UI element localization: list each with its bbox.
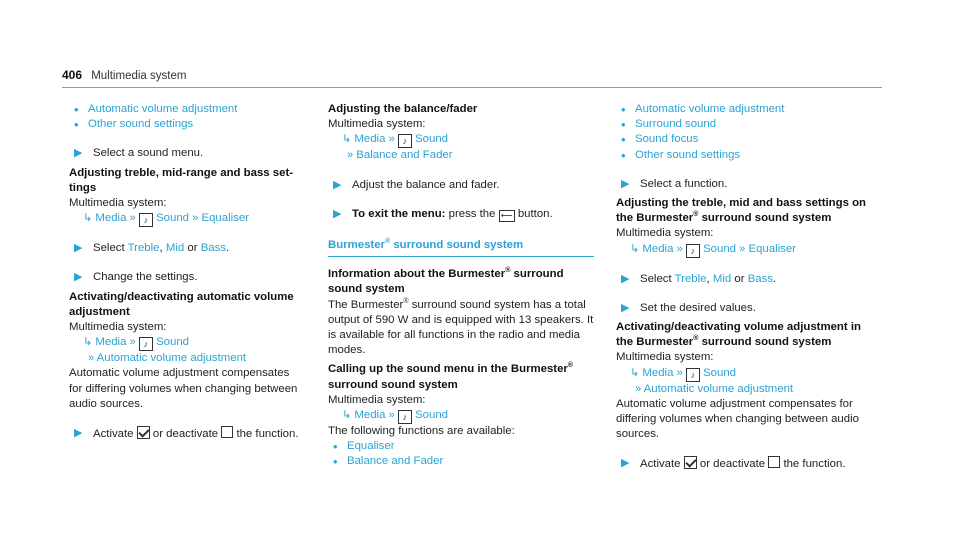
following-text: The following functions are available: (328, 425, 515, 438)
music-note-icon: ♪ (686, 368, 700, 382)
menu-path (616, 242, 876, 258)
link-surround-sound[interactable]: Surround sound (635, 118, 717, 131)
multimedia-label: Multimedia system: (328, 118, 426, 131)
heading-balance: Adjusting the balance/fader (328, 103, 478, 115)
path-next-icon: » (129, 336, 136, 349)
column-1 (69, 102, 305, 442)
bullet-icon: • (333, 439, 338, 455)
step-text: Activate (640, 458, 681, 471)
step-text: Adjust the balance and fader. (352, 178, 500, 191)
heading-text: surround sound system (701, 212, 832, 225)
or-text: or (734, 272, 745, 285)
header-divider (62, 87, 882, 88)
list-item (328, 439, 594, 454)
path-sound[interactable]: Sound (703, 242, 736, 255)
multimedia-label: Multimedia system: (69, 197, 167, 210)
or-text: or (187, 242, 198, 255)
info-text: The Burmester (328, 298, 404, 311)
path-sound[interactable]: Sound (703, 366, 736, 379)
section-divider (328, 256, 594, 257)
page-title: Multimedia system (91, 70, 187, 82)
step-arrow-icon: ▶ (333, 178, 342, 191)
link-sound-focus[interactable]: Sound focus (635, 133, 699, 146)
heading-text: Information about the Burmester (328, 268, 506, 281)
step (69, 146, 305, 161)
back-button-icon[interactable]: ⟵ (499, 210, 515, 222)
checkbox-empty-icon[interactable] (768, 456, 780, 468)
section-title-text: surround sound system (393, 239, 524, 252)
menu-path (616, 366, 876, 382)
step-text: or deactivate (699, 458, 766, 471)
heading-text: surround sound system (328, 268, 564, 296)
page-header (62, 68, 882, 86)
step-arrow-icon: ▶ (621, 272, 630, 285)
step-arrow-icon: ▶ (621, 177, 630, 190)
step: ▶ Select Treble, Mid or Bass. (616, 272, 876, 287)
path-auto-volume[interactable]: Automatic volume adjustment (643, 382, 794, 395)
bullet-icon: • (621, 117, 626, 133)
bullet-icon: • (74, 117, 79, 133)
step-text: Change the settings. (93, 271, 198, 284)
reg-mark: ® (505, 267, 511, 275)
reg-mark: ® (384, 238, 391, 246)
option-bass[interactable]: Bass (747, 272, 774, 285)
path-start-icon: ↳ (630, 366, 640, 379)
reg-mark: ® (693, 211, 699, 219)
step (328, 207, 594, 222)
path-next-icon: » (676, 366, 683, 379)
exit-label: To exit the menu: (352, 207, 446, 220)
column-2 (328, 102, 594, 470)
heading-auto-volume: Activating/deactivating automatic volume adjustment (69, 290, 294, 318)
list-item (69, 117, 305, 132)
heading-adjust (616, 196, 876, 226)
step-text: the function. (236, 428, 299, 441)
menu-path (328, 408, 594, 424)
bullet-icon: • (333, 454, 338, 470)
section-title-text: Burmester (328, 239, 385, 252)
menu-path (328, 148, 594, 163)
heading-text: Adjusting the treble, mid and bass settings on the Burmester (616, 197, 866, 225)
column-3 (616, 102, 876, 473)
multimedia-label: Multimedia system: (616, 351, 714, 364)
heading-text: Activating/deactivating volume adjustment in the Burmester (616, 321, 861, 349)
heading-text: surround sound system (328, 378, 458, 391)
link-other-sound[interactable]: Other sound settings (635, 148, 741, 161)
step-arrow-icon: ▶ (621, 457, 630, 470)
reg-mark: ® (693, 335, 699, 343)
menu-path (616, 382, 876, 397)
checkbox-checked-icon[interactable] (137, 426, 150, 439)
heading-info (328, 267, 594, 297)
step-text: Select (93, 242, 125, 255)
step: ▶ Select Treble, Mid or Bass. (69, 241, 305, 256)
list-item (616, 132, 876, 147)
path-equaliser[interactable]: Equaliser (748, 242, 796, 255)
step (69, 270, 305, 285)
link-auto-volume[interactable]: Automatic volume adjustment (635, 103, 785, 115)
option-treble[interactable]: Treble (674, 272, 707, 285)
page-number: 406 (62, 68, 83, 82)
step-text: press the (448, 207, 496, 220)
music-note-icon: ♪ (398, 410, 412, 424)
step (616, 177, 876, 192)
heading-calling (328, 362, 594, 392)
step-text: Select (640, 272, 672, 285)
step-text: Select a function. (640, 177, 728, 190)
path-next-icon: » (635, 382, 642, 395)
path-auto-volume[interactable]: Automatic volume adjustment (96, 352, 247, 365)
path-balance-fader[interactable]: Balance and Fader (356, 149, 453, 162)
reg-mark: ® (403, 297, 409, 305)
multimedia-label: Multimedia system: (69, 321, 167, 334)
menu-path (69, 351, 305, 366)
path-media[interactable]: Media (354, 409, 386, 422)
path-next-icon: » (88, 352, 95, 365)
step-text: or deactivate (152, 428, 219, 441)
path-media[interactable]: Media (95, 336, 127, 349)
path-next-icon: » (347, 149, 354, 162)
description: Automatic volume adjustment compensates for differing volumes when changing between audio sources. (69, 367, 298, 410)
list-item (616, 148, 876, 163)
path-start-icon: ↳ (342, 133, 352, 146)
path-start-icon: ↳ (83, 336, 93, 349)
section-title (328, 238, 594, 253)
reg-mark: ® (567, 362, 574, 370)
option-mid[interactable]: Mid (712, 272, 732, 285)
path-start-icon: ↳ (342, 409, 352, 422)
link-balance-fader[interactable]: Balance and Fader (347, 455, 444, 468)
step-text: Set the desired values. (640, 301, 756, 314)
path-next-icon: » (388, 133, 395, 146)
link-equaliser[interactable]: Equaliser (347, 440, 395, 453)
description: Automatic volume adjustment compensates for differing volumes when changing between audio sources. (616, 397, 859, 441)
path-sound[interactable]: Sound (156, 212, 189, 225)
heading-trebles: Adjusting treble, mid-range and bass settings (69, 166, 294, 194)
path-start-icon: ↳ (83, 212, 93, 225)
checkbox-checked-icon[interactable] (684, 456, 697, 469)
step-arrow-icon: ▶ (74, 271, 83, 284)
path-next-icon: » (129, 212, 136, 225)
music-note-icon: ♪ (139, 337, 153, 351)
path-next-icon: » (676, 242, 683, 255)
step-text: button. (517, 207, 553, 220)
list-item (69, 102, 305, 117)
path-media[interactable]: Media (354, 133, 386, 146)
bullet-icon: • (621, 102, 626, 117)
link-auto-volume[interactable]: Automatic volume adjustment (88, 103, 238, 115)
bullet-icon: • (621, 147, 626, 163)
path-next-icon: » (739, 242, 746, 255)
path-media[interactable]: Media (642, 366, 674, 379)
menu-path (69, 335, 305, 351)
link-other-sound[interactable]: Other sound settings (88, 118, 194, 131)
music-note-icon: ♪ (686, 244, 700, 258)
bullet-icon: • (621, 132, 626, 148)
path-equaliser[interactable]: Equaliser (201, 212, 249, 225)
multimedia-label: Multimedia system: (328, 393, 426, 406)
step-text: the function. (783, 458, 846, 471)
step (69, 426, 305, 442)
option-treble[interactable]: Treble (127, 242, 160, 255)
list-item (616, 102, 876, 117)
info-paragraph (328, 298, 594, 359)
list-item (616, 117, 876, 132)
step (328, 178, 594, 193)
heading-text: surround sound system (701, 336, 832, 349)
step-arrow-icon: ▶ (74, 242, 83, 255)
option-bass[interactable]: Bass (200, 242, 227, 255)
menu-path (328, 132, 594, 148)
heading-auto-volume (616, 320, 876, 350)
multimedia-label: Multimedia system: (616, 227, 714, 240)
step (616, 456, 876, 472)
path-sound[interactable]: Sound (415, 409, 448, 422)
step-text: Select a sound menu. (93, 147, 204, 160)
step-arrow-icon: ▶ (74, 147, 83, 160)
path-media[interactable]: Media (95, 212, 127, 225)
path-sound[interactable]: Sound (415, 133, 448, 146)
path-media[interactable]: Media (642, 242, 674, 255)
music-note-icon: ♪ (398, 134, 412, 148)
path-sound[interactable]: Sound (156, 336, 189, 349)
path-next-icon: » (192, 212, 199, 225)
step-arrow-icon: ▶ (74, 427, 83, 440)
path-start-icon: ↳ (630, 242, 640, 255)
step-arrow-icon: ▶ (621, 301, 630, 314)
list-item (328, 454, 594, 469)
path-next-icon: » (388, 409, 395, 422)
bullet-icon: • (74, 102, 79, 117)
checkbox-empty-icon[interactable] (221, 426, 233, 438)
step-arrow-icon: ▶ (333, 207, 342, 220)
heading-text: Calling up the sound menu in the Burmester (328, 363, 568, 376)
step (616, 301, 876, 316)
step-text: Activate (93, 428, 134, 441)
menu-path (69, 211, 305, 227)
info-text: surround sound system has a total output of 590 W and is equipped with 13 speakers. It is available for all functions in the radio and media modes. (328, 298, 594, 357)
option-mid[interactable]: Mid (165, 242, 185, 255)
music-note-icon: ♪ (139, 213, 153, 227)
